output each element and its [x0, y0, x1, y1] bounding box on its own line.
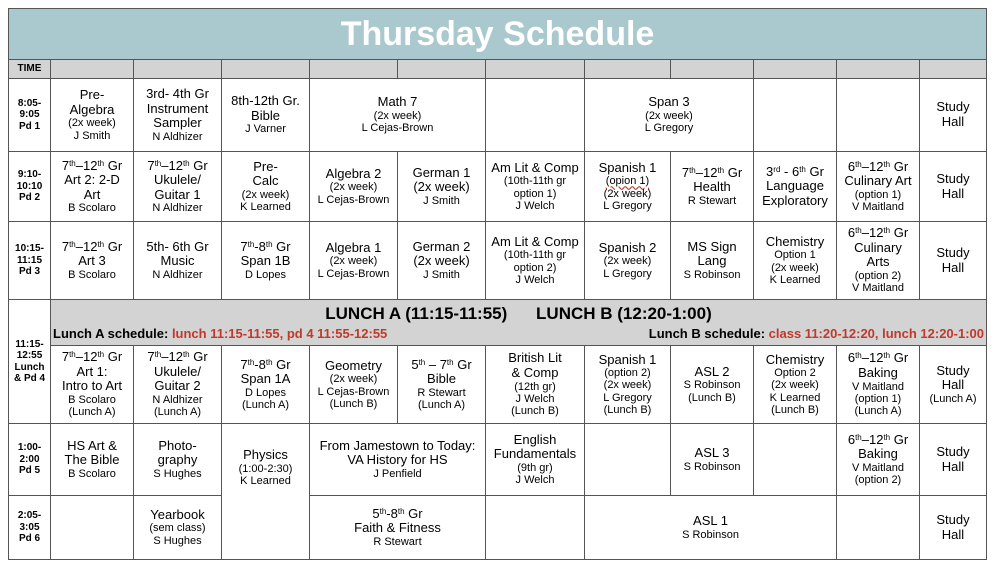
- period-3-row: [9, 222, 987, 300]
- course-title: 6th–12th Gr Baking: [847, 350, 909, 381]
- course-details: V Maitland (option 1) (Lunch A): [852, 380, 904, 418]
- class-cell: [486, 79, 585, 152]
- course-title: 5th – 7th Gr Bible: [411, 356, 472, 387]
- class-cell: [754, 222, 837, 300]
- course-details: (option 2) (2x week) L Gregory (Lunch B): [603, 367, 652, 417]
- class-cell: [51, 79, 134, 152]
- course-details: (option 1) V Maitland: [852, 188, 904, 214]
- class-cell: [398, 222, 486, 300]
- class-cell: [585, 152, 671, 222]
- class-cell: [754, 152, 837, 222]
- course-title: Pre- Algebra: [69, 87, 115, 117]
- class-cell: [671, 152, 754, 222]
- course-details: S Robinson: [682, 528, 739, 541]
- title-row: [9, 9, 987, 60]
- class-cell: [134, 79, 222, 152]
- course-title: Span 3: [648, 94, 690, 110]
- class-cell: [837, 424, 920, 496]
- course-details: (sem class) S Hughes: [149, 522, 206, 547]
- class-cell: [398, 346, 486, 424]
- class-cell: [134, 222, 222, 300]
- lunch-banner: [51, 300, 987, 346]
- header-cell: [837, 60, 920, 79]
- class-cell: [585, 496, 837, 560]
- course-title: MS Sign Lang: [687, 238, 737, 269]
- course-note: (opion 1): [605, 175, 650, 188]
- course-title: Yearbook: [150, 506, 205, 522]
- time-header: TIME: [9, 60, 51, 79]
- course-details: V Maitland (option 2): [852, 461, 904, 487]
- lunch-a-label: Lunch A schedule:: [53, 325, 172, 341]
- course-title: 6th–12th Gr Baking: [847, 431, 909, 462]
- class-cell: [837, 346, 920, 424]
- course-title: British Lit & Comp: [508, 350, 562, 381]
- course-title: 7th–12th Gr Health: [681, 164, 743, 195]
- course-details: S Robinson: [683, 460, 741, 473]
- class-cell: [754, 424, 837, 496]
- class-cell: [51, 496, 134, 560]
- lunch-b-title: LUNCH B (12:20-1:00): [536, 303, 712, 323]
- class-cell: [920, 222, 987, 300]
- course-details: N Aldhizer: [152, 202, 203, 215]
- course-details: (12th gr) J Welch (Lunch B): [511, 380, 559, 418]
- class-cell: [222, 152, 310, 222]
- course-title: Study Hall: [936, 511, 970, 542]
- course-details: N Aldhizer: [152, 130, 203, 143]
- course-details: N Aldhizer: [152, 268, 203, 281]
- course-title: Algebra 2: [325, 165, 382, 181]
- class-cell: [486, 424, 585, 496]
- period-time: 1:00- 2:00 Pd 5: [9, 424, 51, 496]
- course-details: (2x week) L Gregory: [603, 255, 652, 280]
- header-cell: [486, 60, 585, 79]
- course-title: From Jamestown to Today: VA History for HS: [319, 437, 476, 468]
- course-title: Study Hall: [936, 443, 970, 474]
- course-title: German 1 (2x week): [412, 164, 471, 195]
- course-title: Chemistry: [765, 233, 825, 249]
- course-title: Am Lit & Comp: [491, 159, 579, 175]
- class-cell: [310, 79, 486, 152]
- course-title: ASL 2: [694, 363, 730, 379]
- course-title: 7th–12th Gr Art 2: 2-D Art: [61, 157, 123, 202]
- course-details: D Lopes: [245, 268, 286, 281]
- period-time: 11:15- 12:55 Lunch & Pd 4: [9, 300, 51, 424]
- class-cell: [486, 222, 585, 300]
- header-row: [9, 60, 987, 79]
- period-time: 2:05- 3:05 Pd 6: [9, 496, 51, 560]
- header-cell: [754, 60, 837, 79]
- class-cell: [134, 424, 222, 496]
- course-details: Option 2 (2x week) K Learned (Lunch B): [769, 367, 821, 417]
- course-title: Chemistry: [765, 351, 825, 367]
- class-cell: [51, 222, 134, 300]
- course-title: 7th–12th Gr Art 1: Intro to Art: [61, 349, 123, 394]
- course-details: R Stewart: [687, 194, 737, 207]
- class-cell: [310, 424, 486, 496]
- period-time: 10:15- 11:15 Pd 3: [9, 222, 51, 300]
- course-title: 7th-8th Gr Span 1A: [240, 356, 291, 387]
- class-cell: [310, 496, 486, 560]
- course-details: (9th gr) J Welch: [515, 461, 555, 487]
- class-cell: [134, 152, 222, 222]
- course-title: Spanish 2: [598, 239, 657, 255]
- course-title: Physics: [243, 447, 288, 462]
- course-title: Math 7: [377, 94, 418, 110]
- lunch-a-detail: lunch 11:15-11:55, pd 4 11:55-12:55: [171, 325, 388, 341]
- course-details: (2x week) L Cejas-Brown: [317, 255, 390, 280]
- period-1-row: [9, 79, 987, 152]
- course-details: B Scolaro: [68, 268, 116, 281]
- course-title: 7th–12th Gr Art 3: [61, 238, 123, 269]
- class-cell: [920, 496, 987, 560]
- class-cell: [51, 424, 134, 496]
- course-title: ASL 3: [694, 445, 730, 461]
- course-details: (Lunch A): [929, 392, 977, 405]
- course-details: (2x week) K Learned: [240, 188, 291, 214]
- class-cell: [51, 152, 134, 222]
- course-title: 8th-12th Gr. Bible: [231, 93, 300, 123]
- header-cell: [585, 60, 671, 79]
- lunch-schedules: [53, 325, 984, 343]
- course-title: 6th–12th Gr Culinary Arts: [847, 225, 909, 270]
- class-cell: [486, 152, 585, 222]
- period-2-row: [9, 152, 987, 222]
- class-cell: [920, 79, 987, 152]
- course-title: ASL 1: [693, 513, 728, 529]
- course-title: Algebra 1: [325, 239, 382, 255]
- class-cell: [398, 152, 486, 222]
- course-title: HS Art & The Bible: [64, 437, 120, 468]
- class-cell: [222, 424, 310, 560]
- header-cell: [134, 60, 222, 79]
- course-details: N Aldhizer (Lunch A): [152, 394, 203, 419]
- course-title: 3rd- 4th Gr Instrument Sampler: [146, 86, 209, 131]
- course-details: J Varner: [245, 123, 286, 136]
- course-details: (2x week) L Cejas-Brown (Lunch B): [317, 373, 390, 410]
- period-time: 9:10- 10:10 Pd 2: [9, 152, 51, 222]
- course-title: Spanish 1: [598, 351, 657, 367]
- course-details: J Penfield: [373, 467, 422, 480]
- course-details: S Robinson (Lunch B): [683, 379, 741, 404]
- lunch-b-label: Lunch B schedule:: [648, 325, 769, 341]
- course-title: 6th–12th Gr Culinary Art: [844, 158, 912, 189]
- course-details: (10th-11th gr option 2) J Welch: [503, 249, 567, 286]
- course-title: 7th–12th Gr Ukulele/ Guitar 1: [147, 157, 208, 202]
- course-details: R Stewart: [373, 535, 422, 548]
- lunch-b-schedule: [649, 325, 984, 343]
- period-4-row: [9, 346, 987, 424]
- class-cell: [837, 222, 920, 300]
- class-cell: [837, 79, 920, 152]
- class-cell: [51, 346, 134, 424]
- course-details: (2x week) L Gregory: [603, 187, 652, 212]
- header-cell: [671, 60, 754, 79]
- course-title: Geometry: [324, 357, 383, 373]
- class-cell: [837, 152, 920, 222]
- header-cell: [51, 60, 134, 79]
- class-cell: [754, 346, 837, 424]
- class-cell: [134, 346, 222, 424]
- class-cell: [222, 79, 310, 152]
- lunch-b-detail: class 11:20-12:20, lunch 12:20-1:00: [768, 325, 985, 341]
- class-cell: [671, 424, 754, 496]
- course-details: (10th-11th gr option 1) J Welch: [503, 175, 567, 212]
- course-title: English Fundamentals: [493, 431, 577, 462]
- course-details: (option 2) V Maitland: [852, 270, 904, 295]
- course-details: R Stewart (Lunch A): [417, 386, 466, 412]
- class-cell: [585, 79, 754, 152]
- lunch-a-title: LUNCH A (11:15-11:55): [325, 303, 508, 323]
- class-cell: [134, 496, 222, 560]
- course-title: Am Lit & Comp: [491, 233, 579, 249]
- course-details: B Scolaro: [68, 202, 116, 215]
- course-title: German 2 (2x week): [412, 238, 471, 269]
- header-cell: [920, 60, 987, 79]
- class-cell: [585, 222, 671, 300]
- course-title: Pre- Calc: [252, 158, 279, 189]
- course-details: (2x week) L Cejas-Brown: [361, 109, 434, 135]
- class-cell: [222, 222, 310, 300]
- course-title: 7th-8th Gr Span 1B: [240, 238, 291, 269]
- course-title: Study Hall: [936, 99, 970, 129]
- course-title: 5th- 6th Gr Music: [146, 238, 209, 269]
- class-cell: [920, 346, 987, 424]
- class-cell: [486, 496, 585, 560]
- class-cell: [671, 346, 754, 424]
- period-6-row: [9, 496, 987, 560]
- course-title: Study Hall: [936, 362, 970, 393]
- class-cell: [754, 79, 837, 152]
- class-cell: [310, 152, 398, 222]
- page-title: Thursday Schedule: [9, 9, 987, 60]
- lunch-titles: [53, 303, 984, 325]
- course-details: S Robinson: [683, 268, 741, 281]
- period-time: 8:05- 9:05 Pd 1: [9, 79, 51, 152]
- class-cell: [837, 496, 920, 560]
- header-cell: [222, 60, 310, 79]
- course-details: S Hughes: [153, 467, 202, 480]
- class-cell: [310, 346, 398, 424]
- schedule-table: [8, 8, 987, 560]
- course-details: J Smith: [423, 194, 460, 207]
- course-details: (2x week) J Smith: [68, 117, 116, 142]
- class-cell: [585, 346, 671, 424]
- course-details: (2x week) L Cejas-Brown: [317, 181, 390, 206]
- course-details: Option 1 (2x week) K Learned: [769, 249, 821, 286]
- course-details: B Scolaro: [68, 467, 116, 480]
- course-title: Photo- graphy: [157, 437, 198, 468]
- class-cell: [920, 152, 987, 222]
- course-details: D Lopes (Lunch A): [241, 386, 290, 412]
- course-title: 7th–12th Gr Ukulele/ Guitar 2: [147, 349, 208, 394]
- course-details: J Smith: [423, 268, 460, 281]
- course-title: Study Hall: [936, 244, 970, 275]
- course-title: Spanish 1: [598, 159, 657, 175]
- course-details: (2x week) L Gregory: [644, 109, 694, 135]
- lunch-a-schedule: [53, 325, 387, 343]
- header-cell: [310, 60, 398, 79]
- class-cell: [671, 222, 754, 300]
- class-cell: [486, 346, 585, 424]
- course-details: B Scolaro (Lunch A): [68, 394, 116, 419]
- class-cell: [222, 346, 310, 424]
- header-cell: [398, 60, 486, 79]
- course-title: 5th-8th Gr Faith & Fitness: [354, 505, 441, 536]
- class-cell: [310, 222, 398, 300]
- course-details: (1:00-2:30) K Learned: [238, 462, 293, 487]
- period-5-row: [9, 424, 987, 496]
- course-title: Study Hall: [936, 170, 970, 201]
- lunch-row: [9, 300, 987, 346]
- class-cell: [920, 424, 987, 496]
- class-cell: [585, 424, 671, 496]
- course-title: 3rd - 6th Gr Language Exploratory: [762, 163, 828, 208]
